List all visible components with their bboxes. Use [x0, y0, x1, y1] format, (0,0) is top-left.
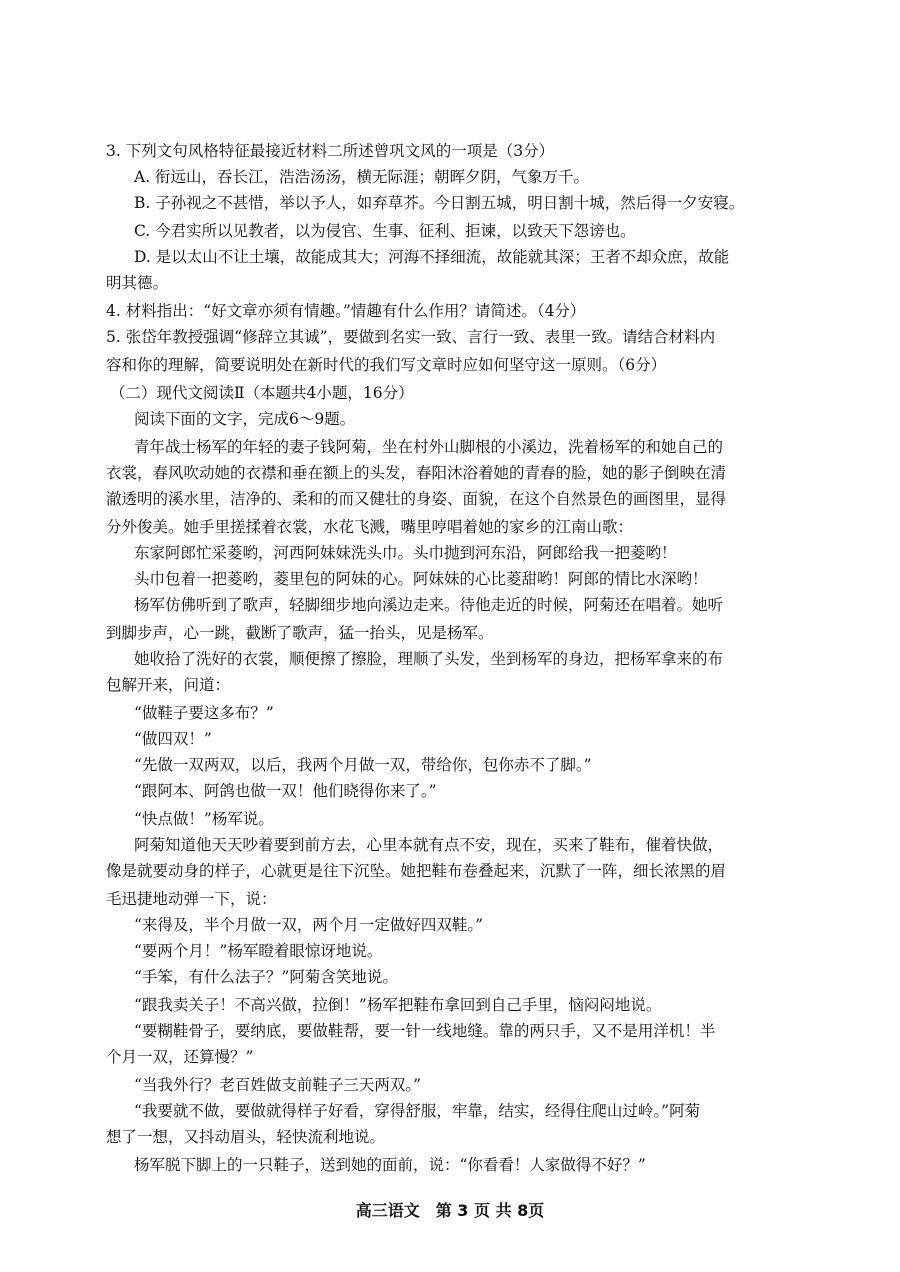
question-4: 4. 材料指出：“好文章亦须有情趣。”情趣有什么作用？请简述。（4分） — [106, 302, 586, 320]
dialogue-line: “来得及，半个月做一双，两个月一定做好四双鞋。” — [134, 916, 484, 934]
dialogue-line: “快点做！”杨军说。 — [134, 810, 274, 828]
question-5-line-2: 容和你的理解，简要说明处在新时代的我们写文章时应如何坚守这一原则。（6分） — [106, 356, 667, 374]
passage-line: 分外俊美。她手里搓揉着衣裳，水花飞溅，嘴里哼唱着她的家乡的江南山歌： — [106, 518, 634, 536]
question-3-stem: 3. 下列文句风格特征最接近材料二所述曾巩文风的一项是（3分） — [106, 142, 555, 160]
question-3-option-c: C. 今君实所以见教者，以为侵官、生事、征利、拒谏，以致天下怨谤也。 — [134, 222, 636, 240]
dialogue-line: “我要就不做，要做就得样子好看，穿得舒服，牢靠，结实，经得住爬山过岭。”阿菊 — [134, 1102, 701, 1120]
question-5-line-1: 5. 张岱年教授强调“修辞立其诚”，要做到名实一致、言行一致、表里一致。请结合材料内 — [106, 328, 716, 346]
question-3-option-d: D. 是以太山不让土壤，故能成其大；河海不择细流，故能就其深；王者不却众庶，故能 — [134, 248, 730, 266]
dialogue-line: “要两个月！”杨军瞪着眼惊讶地说。 — [134, 942, 383, 960]
dialogue-line: “手笨，有什么法子？”阿菊含笑地说。 — [134, 968, 398, 986]
passage-line: 包解开来，问道： — [106, 676, 231, 694]
dialogue-line: “要糊鞋骨子，要纳底，要做鞋帮，要一针一线地缝。靠的两只手，又不是用洋机！半 — [134, 1022, 716, 1040]
dialogue-line: “跟我卖关子！不高兴做，拉倒！”杨军把鞋布拿回到自己手里，恼闷闷地说。 — [134, 996, 662, 1014]
passage-line: 阿菊知道他天天吵着要到前方去，心里本就有点不安，现在，买来了鞋布，催着快做， — [134, 836, 724, 854]
dialogue-line: “先做一双两双，以后，我两个月做一双，带给你，包你赤不了脚。” — [134, 756, 592, 774]
section-instruction: 阅读下面的文字，完成6～9题。 — [134, 410, 356, 428]
song-line-1: 东家阿郎忙采菱哟，河西阿妹妹洗头巾。头巾抛到河东沿，阿郎给我一把菱哟！ — [134, 544, 677, 562]
dialogue-line-cont: 个月一双，还算慢？” — [106, 1048, 254, 1066]
dialogue-line: “做四双！” — [134, 730, 212, 748]
dialogue-line: “跟阿本、阿鸽也做一双！他们晓得你来了。” — [134, 782, 437, 800]
song-line-2: 头巾包着一把菱哟，菱里包的阿妹的心。阿妹妹的心比菱甜哟！阿郎的情比水深哟！ — [134, 570, 708, 588]
passage-line: 杨军仿佛听到了歌声，轻脚细步地向溪边走来。待他走近的时候，阿菊还在唱着。她听 — [134, 596, 724, 614]
passage-line: 青年战士杨军的年轻的妻子钱阿菊，坐在村外山脚根的小溪边，洗着杨军的和她自己的 — [134, 438, 724, 456]
passage-line: 杨军脱下脚上的一只鞋子，送到她的面前，说：“你看看！人家做得不好？” — [134, 1156, 646, 1174]
passage-line: 她收拾了洗好的衣裳，顺便擦了擦脸，理顺了头发，坐到杨军的身边，把杨军拿来的布 — [134, 650, 724, 668]
dialogue-line: “做鞋子要这多布？” — [134, 704, 274, 722]
passage-line: 澈透明的溪水里，洁净的、柔和的而又健壮的身姿、面貌，在这个自然景色的画图里，显得 — [106, 490, 727, 508]
passage-line: 到脚步声，心一跳，截断了歌声，猛一抬头，见是杨军。 — [106, 624, 494, 642]
passage-line: 像是就要动身的样子，心就更是往下沉坠。她把鞋布卷叠起来，沉默了一阵，细长浓黑的眉 — [106, 862, 727, 880]
section-title: （二）现代文阅读Ⅱ（本题共4小题，16分） — [110, 384, 414, 402]
passage-line: 毛迅捷地动弹一下，说： — [106, 890, 277, 908]
dialogue-line-cont: 想了一想，又抖动眉头，轻快流利地说。 — [106, 1128, 386, 1146]
question-3-option-d-cont: 明其德。 — [106, 274, 169, 292]
question-3-option-a: A. 衔远山，吞长江，浩浩汤汤，横无际涯；朝晖夕阴，气象万千。 — [134, 168, 590, 186]
question-3-option-b: B. 子孙视之不甚惜，举以予人，如弃草芥。今日割五城，明日割十城，然后得一夕安寝。 — [134, 194, 745, 212]
passage-line: 衣裳，春风吹动她的衣襟和垂在额上的头发，春阳沐浴着她的青春的脸，她的影子倒映在清 — [106, 464, 727, 482]
dialogue-line: “当我外行？老百姓做支前鞋子三天两双。” — [134, 1076, 422, 1094]
page-footer: 高三语文 第 3 页 共 8页 — [355, 1201, 545, 1220]
